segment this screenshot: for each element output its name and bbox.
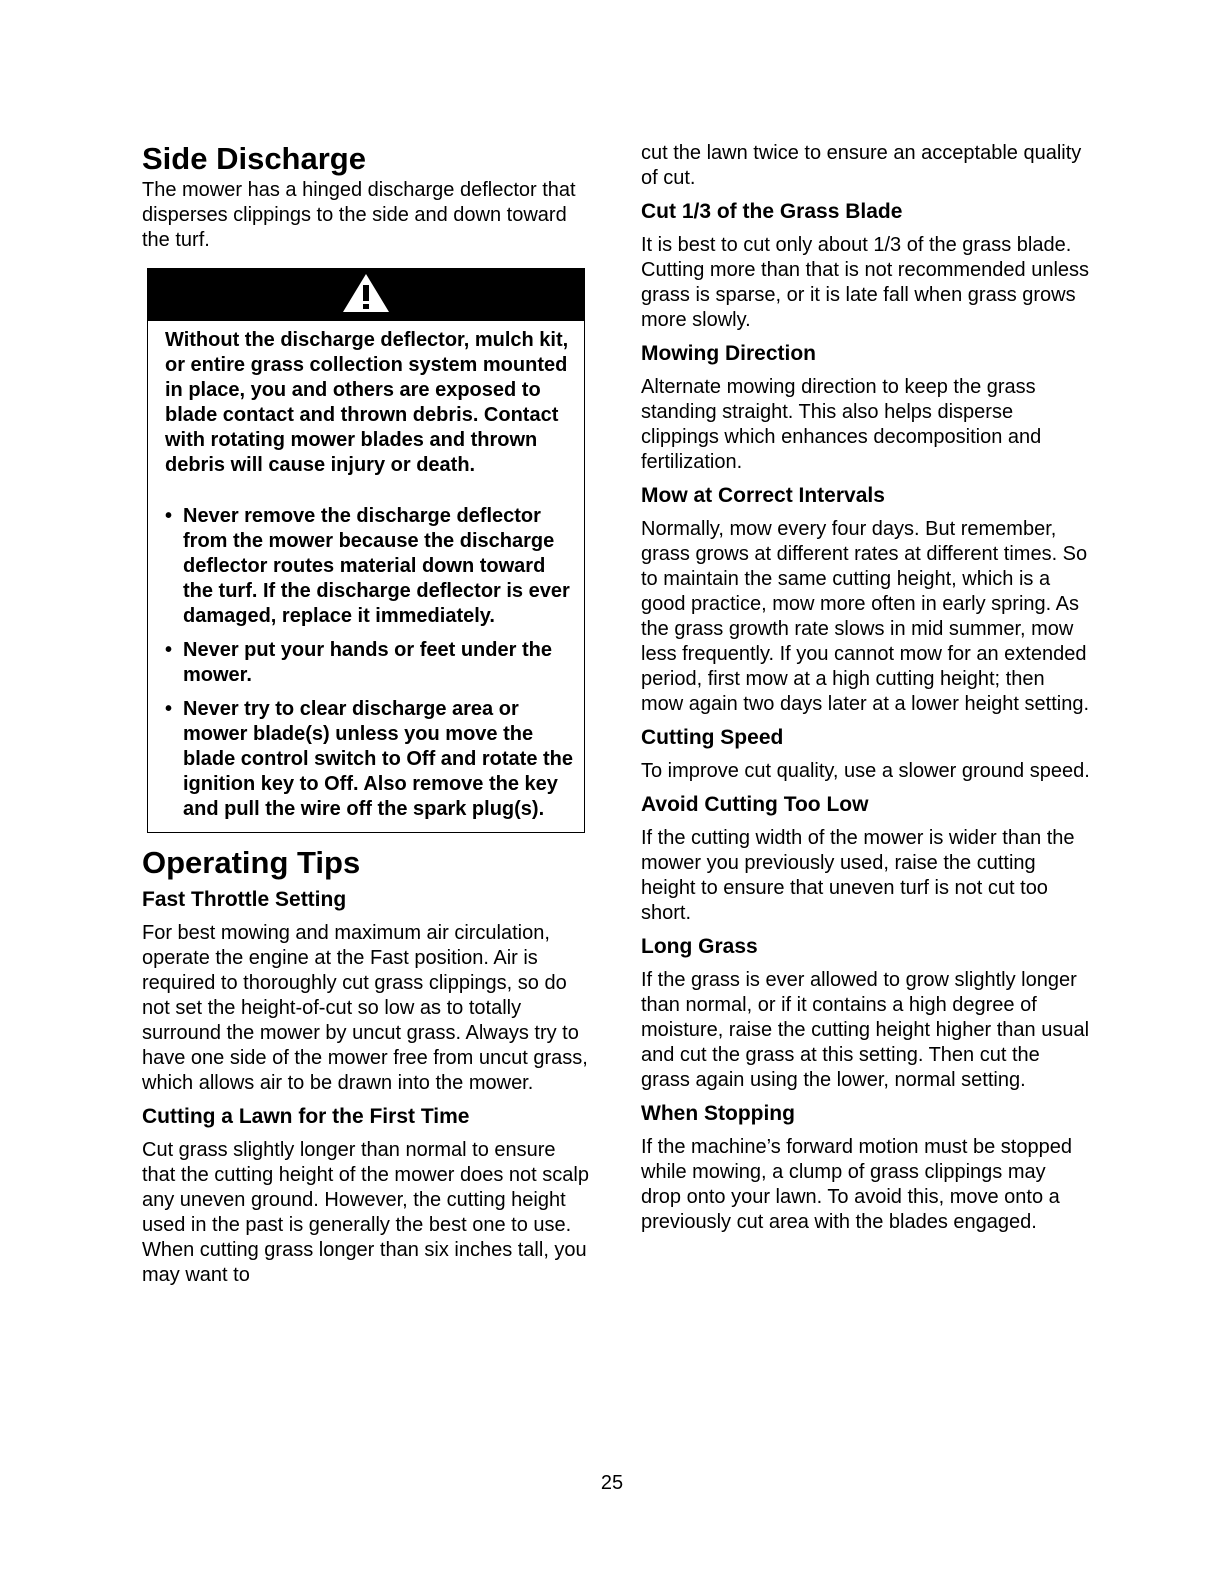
side-discharge-intro: The mower has a hinged discharge deflector that disperses clippings to the side and down toward the turf. xyxy=(142,179,576,251)
warning-bullet: • Never put your hands or feet under the mower. xyxy=(165,638,574,688)
warning-bullet: • Never remove the discharge deflector from the mower because the discharge deflector routes material down toward the turf. If the discharge deflector is ever damaged, replace it immediately. xyxy=(165,504,574,629)
right-column xyxy=(641,141,1091,1235)
warning-box xyxy=(147,268,585,833)
section-text: If the cutting width of the mower is wider than the mower you previously used, raise the cutting height to ensure that uneven turf is not cut too short. xyxy=(641,827,1075,924)
section-text: It is best to cut only about 1/3 of the grass blade. Cutting more than that is not recommended unless grass is sparse, or it is late fall when grass grows more slowly. xyxy=(641,234,1090,331)
section-heading: Cutting a Lawn for the First Time xyxy=(142,1105,470,1128)
section-text: Normally, mow every four days. But remember, grass grows at different rates at different times. So to maintain the same cutting height, which is a good practice, mow more often in early spring. As the grass growth rate slows in mid summer, mow less frequently. If you cannot mow for an extended period, first mow at a high cutting height; then mow again two days later at a lower height setting. xyxy=(641,518,1090,715)
warning-text: Without the discharge deflector, mulch kit, or entire grass collection system mounted in place, you and others are exposed to blade contact and thrown debris. Contact with rotating mower blades and thrown debris will cause injury or death. xyxy=(165,329,569,476)
section-heading: Cut 1/3 of the Grass Blade xyxy=(641,200,903,223)
warning-body xyxy=(148,321,584,832)
section-heading: Fast Throttle Setting xyxy=(142,888,347,911)
section-heading: Mowing Direction xyxy=(641,342,816,365)
section-text: For best mowing and maximum air circulation, operate the engine at the Fast position. Air is required to thoroughly cut grass clippings, so do not set the height-of-cut so low as to totally surround the mower by uncut grass. Always try to have one side of the mower free from uncut grass, which allows air to be drawn into the mower. xyxy=(142,922,588,1094)
section-text: Cut grass slightly longer than normal to ensure that the cutting height of the mower does not scalp any uneven ground. However, the cutting height used in the past is generally the best one to use. When cutting grass longer than six inches tall, you may want to xyxy=(142,1139,589,1286)
operating-tips-title: Operating Tips xyxy=(142,845,361,880)
section-heading: Avoid Cutting Too Low xyxy=(641,793,869,816)
section-text: To improve cut quality, use a slower ground speed. xyxy=(641,760,1090,782)
section-text: Alternate mowing direction to keep the grass standing straight. This also helps disperse clippings which enhances decomposition and fertilization. xyxy=(641,376,1042,473)
section-heading: Cutting Speed xyxy=(641,726,784,749)
section-heading: Mow at Correct Intervals xyxy=(641,484,885,507)
page-number: 25 xyxy=(600,1472,624,1494)
left-column xyxy=(142,141,592,1288)
section-heading: When Stopping xyxy=(641,1102,795,1125)
warning-header xyxy=(148,269,584,321)
section-text: If the machine’s forward motion must be stopped while mowing, a clump of grass clippings may drop onto your lawn. To avoid this, move onto a previously cut area with the blades engaged. xyxy=(641,1136,1072,1233)
warning-triangle-icon xyxy=(341,272,391,319)
side-discharge-title: Side Discharge xyxy=(142,141,366,176)
continued-text: cut the lawn twice to ensure an acceptable quality of cut. xyxy=(641,142,1082,189)
warning-bullet: • Never try to clear discharge area or mower blade(s) unless you move the blade control switch to Off and rotate the ignition key to Off. Also remove the key and pull the wire off the spark plug(s). xyxy=(165,697,574,822)
section-text: If the grass is ever allowed to grow slightly longer than normal, or if it contains a high degree of moisture, raise the cutting height higher than usual and cut the grass at this setting. Then cut the grass again using the lower, normal setting. xyxy=(641,969,1090,1091)
section-heading: Long Grass xyxy=(641,935,758,958)
warning-bullet-list xyxy=(165,504,574,822)
